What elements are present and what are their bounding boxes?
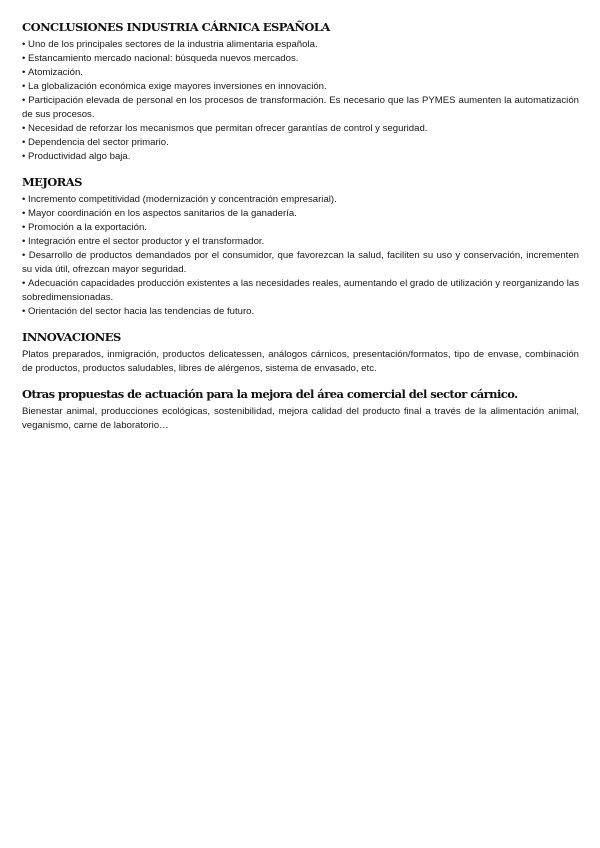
list-item: • Orientación del sector hacia las tendencias de futuro. [22, 305, 579, 319]
document-page [22, 20, 579, 444]
list-item: • Mayor coordinación en los aspectos sanitarios de la ganadería. [22, 207, 579, 221]
mejoras-list [22, 193, 579, 319]
list-item: • Promoción a la exportación. [22, 221, 579, 235]
list-item: • Estancamiento mercado nacional: búsqueda nuevos mercados. [22, 52, 579, 66]
list-item: • Desarrollo de productos demandados por el consumidor, que favorezcan la salud, faciliten su uso y conservación, incrementen su vida útil, ofrezcan mayor seguridad. [22, 249, 579, 277]
list-item: • Adecuación capacidades producción existentes a las necesidades reales, aumentando el grado de utilización y reorganizando las sobredimensionadas. [22, 277, 579, 305]
innovaciones-paragraph: Platos preparados, inmigración, productos delicatessen, análogos cárnicos, presentación/formatos, tipo de envase, combinación de productos, productos saludables, libres de alérgenos, sistema de envasado, etc. [22, 349, 579, 374]
section-otras-propuestas [22, 387, 579, 433]
list-item: • Uno de los principales sectores de la industria alimentaria española. [22, 38, 579, 52]
section-heading-innovaciones: INNOVACIONES [22, 330, 121, 344]
section-heading-conclusiones: CONCLUSIONES INDUSTRIA CÁRNICA ESPAÑOLA [22, 20, 330, 34]
section-heading-mejoras: MEJORAS [22, 175, 82, 189]
conclusiones-list [22, 38, 579, 164]
list-item: • Incremento competitividad (modernización y concentración empresarial). [22, 193, 579, 207]
section-mejoras [22, 175, 579, 319]
list-item: • Atomización. [22, 66, 579, 80]
list-item: • La globalización económica exige mayores inversiones en innovación. [22, 80, 579, 94]
section-conclusiones [22, 20, 579, 164]
list-item: • Dependencia del sector primario. [22, 136, 579, 150]
list-item: • Integración entre el sector productor y el transformador. [22, 235, 579, 249]
list-item: • Productividad algo baja. [22, 150, 579, 164]
list-item: • Necesidad de reforzar los mecanismos que permitan ofrecer garantías de control y seguridad. [22, 122, 579, 136]
section-innovaciones [22, 330, 579, 376]
otras-propuestas-paragraph: Bienestar animal, producciones ecológicas, sostenibilidad, mejora calidad del producto final a través de la alimentación animal, veganismo, carne de laboratorio… [22, 406, 579, 431]
section-heading-otras-propuestas: Otras propuestas de actuación para la mejora del área comercial del sector cárnico. [22, 387, 518, 401]
list-item: • Participación elevada de personal en los procesos de transformación. Es necesario que las PYMES aumenten la automatización de sus procesos. [22, 94, 579, 122]
